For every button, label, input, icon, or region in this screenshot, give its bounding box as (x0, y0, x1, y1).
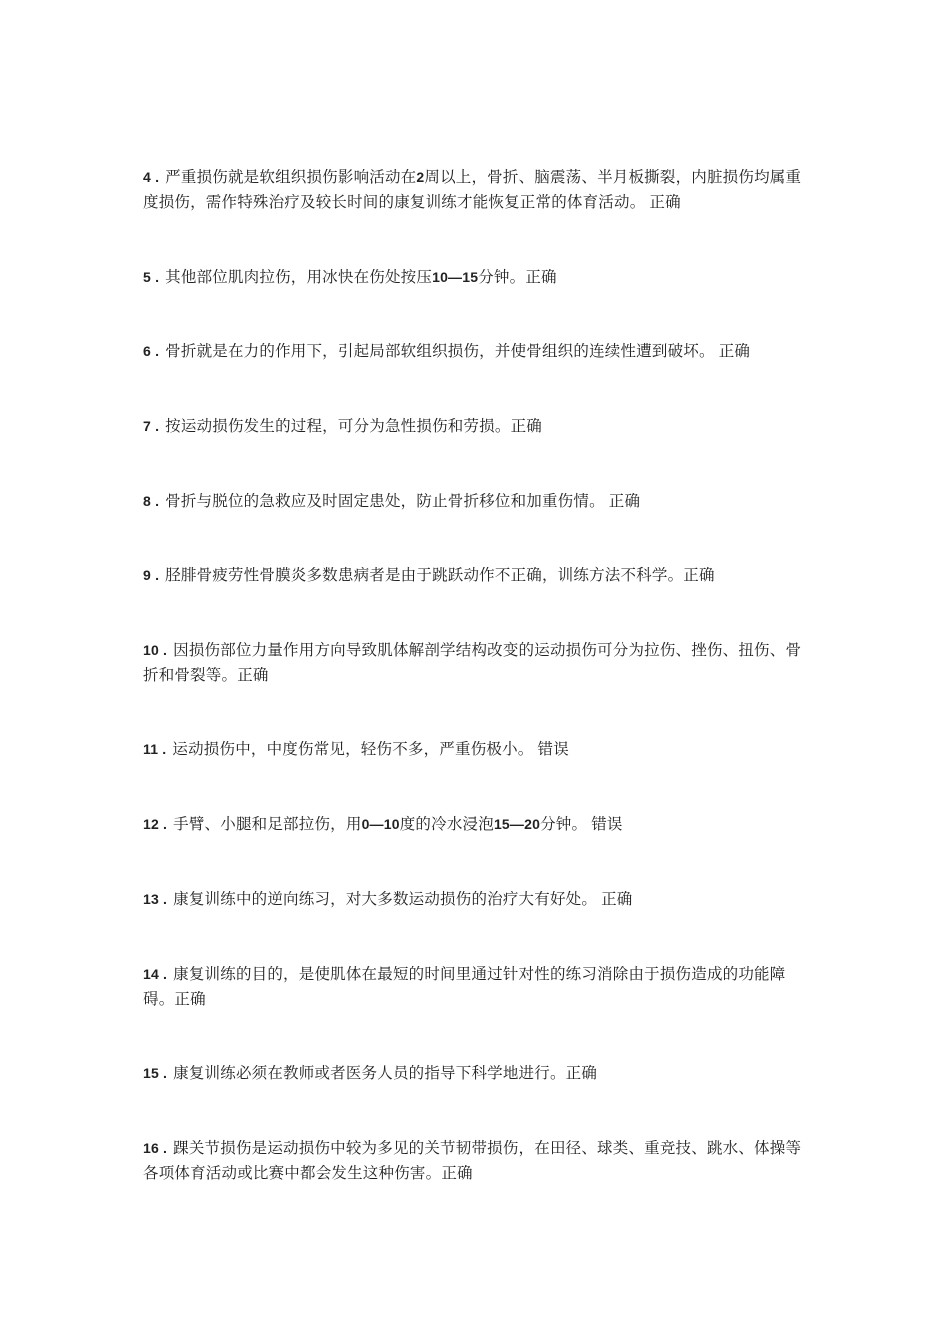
question-text: 康复训练必须在教师或者医务人员的指导下科学地进行。 (173, 1064, 566, 1082)
answer-label: 正确 (683, 566, 715, 584)
answer-label: 正确 (441, 1164, 473, 1182)
question-number: 8 . (143, 493, 160, 509)
question-item (143, 887, 813, 912)
question-item (143, 165, 813, 215)
answer-label: 错误 (537, 740, 569, 758)
answer-label: 正确 (510, 417, 542, 435)
question-bold-number: 15—20 (493, 816, 541, 832)
answer-label: 正确 (718, 342, 751, 360)
question-item (143, 962, 813, 1012)
question-text: 康复训练中的逆向练习，对大多数运动损伤的治疗大有好处。 (173, 890, 598, 908)
question-item (143, 414, 813, 439)
question-text: 踝关节损伤是运动损伤中较为多见的关节韧带损伤，在田径、球类、重竞技、跳水、体操等各项体育活动或比赛中都会发生这种伤害。 (143, 1139, 802, 1182)
question-item (143, 563, 813, 588)
question-number: 7 . (143, 418, 160, 434)
question-number: 4 . (143, 169, 160, 185)
question-item (143, 339, 813, 364)
question-text: 手臂、小腿和足部拉伤，用 (173, 815, 362, 833)
question-text: 度的冷水浸泡 (399, 815, 494, 833)
question-text: 康复训练的目的，是使肌体在最短的时间里通过针对性的练习消除由于损伤造成的功能障碍。 (143, 965, 786, 1008)
question-item (143, 1061, 813, 1086)
question-text: 周以上，骨折、脑震荡、半月板撕裂，内脏损伤均属重度损伤，需作特殊治疗及较长时间的康复训练才能恢复正常的体育活动。 (143, 168, 802, 211)
question-text: 严重损伤就是软组织损伤影响活动在 (165, 168, 417, 186)
question-bold-number: 2 (416, 169, 425, 185)
question-item (143, 737, 813, 762)
question-text: 按运动损伤发生的过程，可分为急性损伤和劳损。 (165, 417, 511, 435)
question-item (143, 265, 813, 290)
answer-label: 正确 (601, 890, 633, 908)
answer-label: 错误 (591, 815, 623, 833)
question-number: 15 . (143, 1065, 168, 1081)
question-number: 11 . (143, 741, 167, 757)
question-bold-number: 10—15 (432, 269, 479, 285)
question-number: 13 . (143, 891, 168, 907)
question-text: 因损伤部位力量作用方向导致肌体解剖学结构改变的运动损伤可分为拉伤、挫伤、扭伤、骨折和骨裂等。 (143, 641, 802, 684)
answer-label: 正确 (237, 666, 269, 684)
answer-label: 正确 (608, 492, 641, 510)
question-item (143, 1136, 813, 1186)
question-number: 9 . (143, 567, 160, 583)
question-number: 6 . (143, 343, 160, 359)
question-text: 其他部位肌肉拉伤，用冰快在伤处按压 (165, 268, 433, 286)
question-text: 骨折与脱位的急救应及时固定患处，防止骨折移位和加重伤情。 (165, 492, 605, 510)
answer-label: 正确 (649, 193, 681, 211)
question-text: 分钟。 (540, 815, 588, 833)
answer-label: 正确 (565, 1064, 598, 1082)
question-number: 10 . (143, 642, 168, 658)
question-item (143, 812, 813, 837)
question-item (143, 638, 813, 688)
question-text: 分钟。 (478, 268, 526, 286)
question-number: 16 . (143, 1140, 168, 1156)
question-item (143, 489, 813, 514)
question-text: 胫腓骨疲劳性骨膜炎多数患病者是由于跳跃动作不正确，训练方法不科学。 (165, 566, 684, 584)
question-text: 骨折就是在力的作用下，引起局部软组织损伤，并使骨组织的连续性遭到破坏。 (165, 342, 715, 360)
question-number: 14 . (143, 966, 168, 982)
answer-label: 正确 (174, 990, 206, 1008)
question-text: 运动损伤中，中度伤常见，轻伤不多，严重伤极小。 (172, 740, 534, 758)
question-number: 12 . (143, 816, 168, 832)
question-bold-number: 0—10 (361, 816, 400, 832)
answer-label: 正确 (525, 268, 557, 286)
question-number: 5 . (143, 269, 160, 285)
